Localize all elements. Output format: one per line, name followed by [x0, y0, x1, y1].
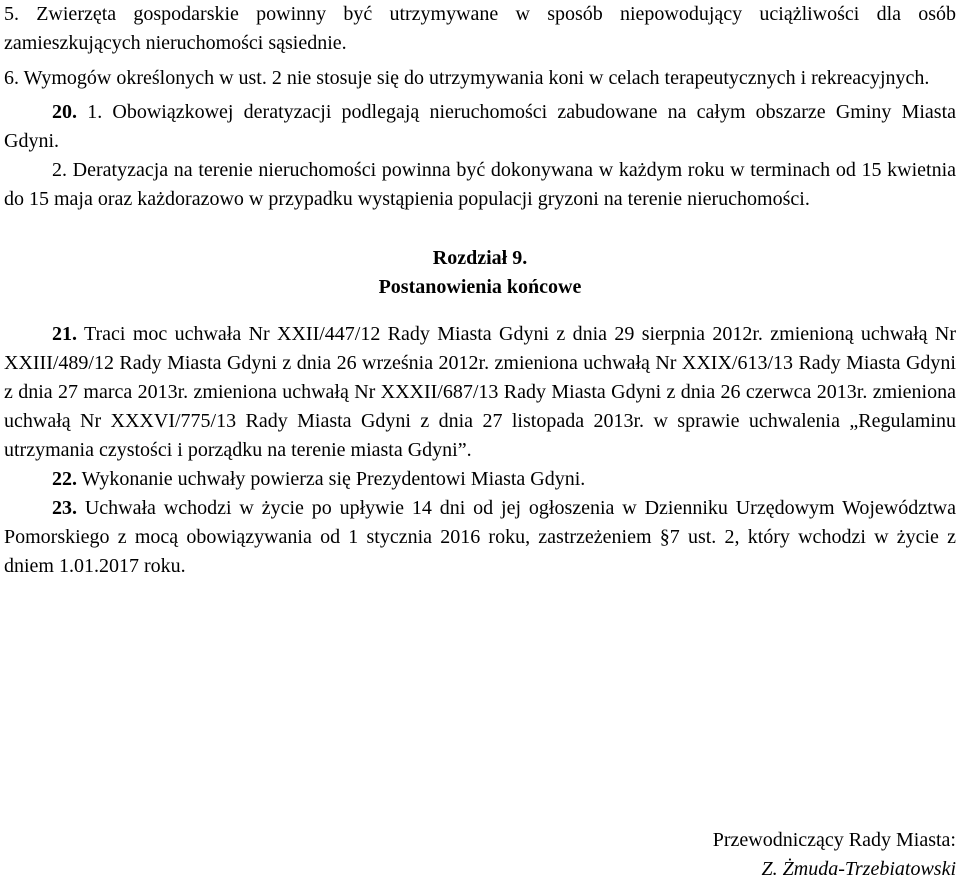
section-22-text: Wykonanie uchwały powierza się Prezydentowi Miasta Gdyni.	[81, 468, 586, 490]
section-23-number: 23.	[52, 497, 77, 519]
section-20-paragraph-1	[0, 98, 960, 156]
section-23	[0, 494, 960, 581]
chapter-subtitle: Postanowienia końcowe	[378, 276, 582, 298]
section-21	[0, 320, 960, 465]
section-21-text: Traci moc uchwała Nr XXII/447/12 Rady Miasta Gdyni z dnia 29 sierpnia 2012r. zmienioną uchwałą Nr XXIII/489/12 Rady Miasta Gdyni z dnia 26 września 2012r. zmieniona uchwałą Nr XXIX/613/13 Rady Miasta Gdyni z dnia 27 marca 2013r. zmieniona uchwałą Nr XXXII/687/13 Rady Miasta Gdyni z dnia 26 czerwca 2013r. zmieniona uchwałą Nr XXXVI/775/13 Rady Miasta Gdyni z dnia 27 listopada 2013r. w sprawie uchwalenia „Regulaminu utrzymania czystości i porządku na terenie miasta Gdyni”.	[4, 323, 956, 461]
section-23-text: Uchwała wchodzi w życie po upływie 14 dni od jej ogłoszenia w Dzienniku Urzędowym Województwa Pomorskiego z mocą obowiązywania od 1 stycznia 2016 roku, zastrzeżeniem §7 ust. 2, który wchodzi w życie z dniem 1.01.2017 roku.	[4, 497, 956, 577]
section-21-number: 21.	[52, 323, 77, 345]
signature-block	[713, 826, 956, 884]
section-20-p1-text: 1. Obowiązkowej deratyzacji podlegają nieruchomości zabudowane na całym obszarze Gminy Miasta Gdyni.	[4, 101, 957, 152]
signature-name: Z. Żmuda-Trzebiatowski	[761, 858, 956, 880]
signature-role: Przewodniczący Rady Miasta:	[712, 829, 956, 851]
section-22	[0, 465, 960, 494]
paragraph-6: 6. Wymogów określonych w ust. 2 nie stosuje się do utrzymywania koni w celach terapeutycznych i rekreacyjnych.	[4, 67, 930, 89]
chapter-title: Rozdział 9.	[432, 247, 528, 269]
section-20-paragraph-2: 2. Deratyzacja na terenie nieruchomości powinna być dokonywana w każdym roku w terminach od 15 kwietnia do 15 maja oraz każdorazowo w przypadku wystąpienia populacji gryzoni na terenie nieruchomości.	[4, 159, 956, 210]
paragraph-5: 5. Zwierzęta gospodarskie powinny być utrzymywane w sposób niepowodujący uciążliwości dla osób zamieszkujących nieruchomości sąsiednie.	[4, 3, 956, 54]
section-22-number: 22.	[52, 468, 77, 490]
section-20-number: 20.	[52, 101, 77, 123]
